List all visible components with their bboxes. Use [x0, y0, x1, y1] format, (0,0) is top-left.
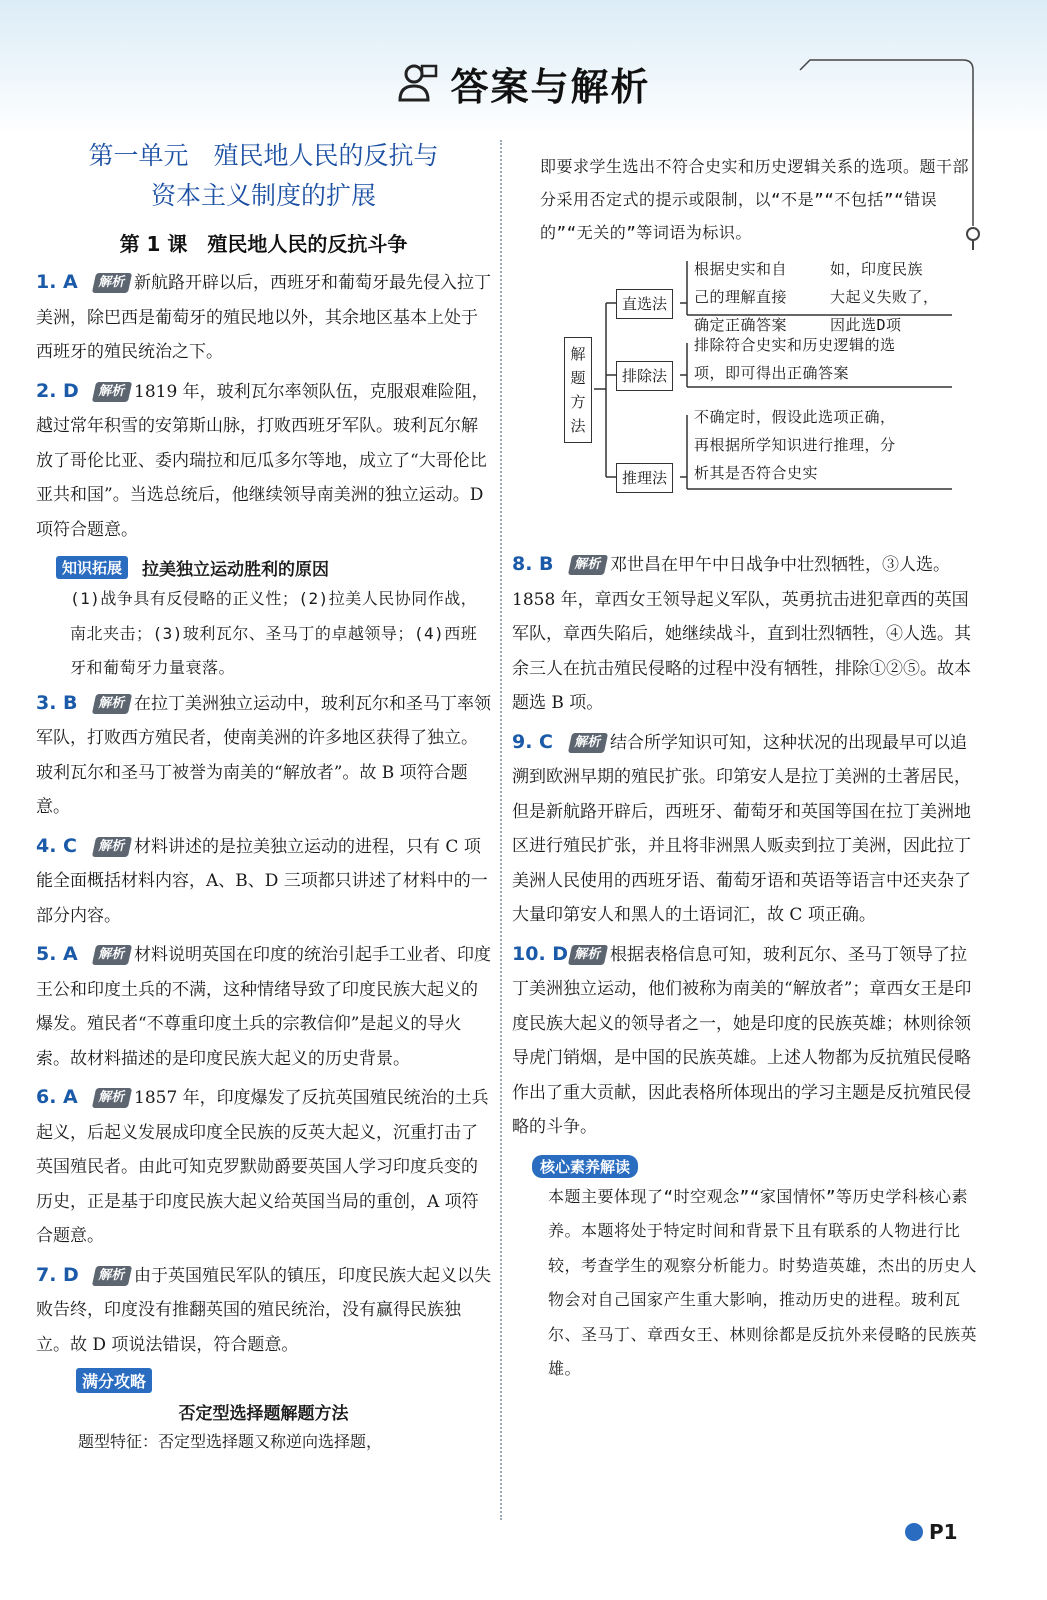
analysis-tag: 解析: [92, 837, 132, 857]
question-3: [36, 686, 491, 825]
method-direct: 直选法: [616, 289, 673, 319]
question-7: [36, 1258, 491, 1363]
analysis-tag: 解析: [568, 945, 608, 965]
tips-header: [76, 1368, 491, 1393]
unit-title: [36, 136, 491, 216]
desc-line: 再根据所学知识进行推理，分: [694, 436, 896, 454]
answer-number: 10. D: [512, 942, 569, 965]
answer-number: 8. B: [512, 553, 554, 575]
desc-line: 因此选D项: [830, 316, 902, 334]
question-1: [36, 265, 491, 370]
answer-explanation: 1819 年，玻利瓦尔率领队伍，克服艰难险阻，越过常年积雪的安第斯山脉，打败西班牙军队。玻利瓦尔解放了哥伦比亚、委内瑞拉和厄瓜多尔等地，成立了“大哥伦比亚共和国”。当选总统后，他继续领导南美洲的独立运动。D 项符合题意。: [36, 381, 489, 540]
answer-number: 2. D: [36, 379, 79, 402]
answer-number: 3. B: [36, 691, 78, 714]
unit-title-line1: 第一单元 殖民地人民的反抗与: [88, 141, 439, 170]
method-exclusion-desc: [694, 331, 896, 387]
method-direct-desc: [694, 255, 787, 339]
answer-explanation: 在拉丁美洲独立运动中，玻利瓦尔和圣马丁率领军队，打败西方殖民者，使南美洲的许多地区获得了独立。玻利瓦尔和圣马丁被誉为南美的“解放者”。故 B 项符合题意。: [36, 693, 492, 817]
answer-number: 7. D: [36, 1263, 79, 1286]
answer-explanation: 由于英国殖民军队的镇压，印度民族大起义以失败告终，印度没有推翻英国的殖民统治，没有赢得民族独立。故 D 项说法错误，符合题意。: [36, 1265, 492, 1355]
answer-number: 9. C: [512, 730, 553, 753]
answer-number: 6. A: [36, 1086, 78, 1108]
method-reasoning-desc: [694, 403, 896, 487]
question-8: [512, 547, 977, 721]
answer-explanation: 根据表格信息可知，玻利瓦尔、圣马丁领导了拉丁美洲独立运动，他们被称为南美的“解放者”；章西女王是印度民族大起义的领导者之一，她是印度的民族英雄；林则徐领导虎门销烟，是中国的民族英雄。上述人物都为反抗殖民侵略作出了重大贡献，因此表格所体现出的学习主题是反抗殖民侵略的斗争。: [512, 944, 972, 1137]
core-literacy-tag: 核心素养解读: [532, 1155, 638, 1178]
reader-icon: [396, 60, 442, 106]
analysis-tag: 解析: [92, 382, 132, 402]
answer-number: 4. C: [36, 834, 77, 857]
answer-explanation: 邓世昌在甲午中日战争中壮烈牺牲，③人选。1858 年，章西女王领导起义军队，英勇抗击进犯章西的英国军队，章西失陷后，她继续战斗，直到壮烈牺牲，④人选。其余三人在抗击殖民侵略的过程中没有牺牲，排除①②⑤。故本题选 B 项。: [512, 555, 971, 713]
knowledge-extension-header: [56, 555, 491, 580]
analysis-tag: 解析: [92, 273, 132, 293]
tips-title: 否定型选择题解题方法: [178, 1404, 349, 1424]
question-6: [36, 1080, 491, 1254]
page-dot-icon: [905, 1523, 923, 1541]
answer-explanation: 材料说明英国在印度的统治引起手工业者、印度王公和印度土兵的不满，这种情绪导致了印度民族大起义的爆发。殖民者“不尊重印度土兵的宗教信仰”是起义的导火索。故材料描述的是印度民族大起义的历史背景。: [36, 945, 492, 1069]
knowledge-title: 拉美独立运动胜利的原因: [142, 560, 330, 580]
page-number-text: P1: [929, 1520, 958, 1544]
desc-line: 确定正确答案: [694, 316, 788, 334]
solution-method-diagram: [512, 255, 977, 527]
analysis-tag: 解析: [92, 945, 132, 965]
desc-line: 项，即可得出正确答案: [694, 364, 850, 382]
knowledge-text: (1)战争具有反侵略的正义性；(2)拉美人民协同作战，南北夹击；(3)玻利瓦尔、圣马丁的卓越领导；(4)西班牙和葡萄牙力量衰落。: [70, 589, 478, 677]
desc-line: 大起义失败了，: [830, 288, 939, 306]
left-column: [36, 130, 491, 1458]
answer-explanation: 新航路开辟以后，西班牙和葡萄牙最先侵入拉丁美洲，除巴西是葡萄牙的殖民地以外，其余地区基本上处于西班牙的殖民统治之下。: [36, 273, 492, 362]
question-9: [512, 725, 977, 933]
tips-text: 题型特征：否定型选择题又称逆向选择题，: [78, 1432, 383, 1451]
desc-line: 根据史实和自: [694, 260, 788, 278]
answer-explanation: 1857 年，印度爆发了反抗英国殖民统治的土兵起义，后起义发展成印度全民族的反英大起义，沉重打击了英国殖民者。由此可知克罗默勋爵要英国人学习印度兵变的历史，正是基于印度民族大起义给英国当局的重创，A 项符合题意。: [36, 1088, 489, 1246]
answer-number: 5. A: [36, 943, 78, 965]
analysis-tag: 解析: [568, 555, 608, 575]
method-exclusion: 排除法: [616, 361, 673, 391]
question-10: [512, 937, 977, 1145]
question-4: [36, 829, 491, 934]
page-title: 答案与解析: [450, 64, 651, 109]
answer-number: 1. A: [36, 271, 78, 293]
right-column: [512, 150, 977, 1387]
unit-title-line2: 资本主义制度的扩展: [150, 181, 376, 210]
question-2: [36, 374, 491, 548]
tips-tag: 满分攻略: [76, 1368, 152, 1393]
question-5: [36, 937, 491, 1076]
method-direct-example: [830, 255, 939, 339]
analysis-tag: 解析: [568, 733, 608, 753]
column-divider: [500, 140, 502, 1520]
desc-line: 如，印度民族: [830, 260, 924, 278]
analysis-tag: 解析: [92, 694, 132, 714]
core-literacy-header: [532, 1155, 977, 1178]
analysis-tag: 解析: [92, 1266, 132, 1286]
lesson-title: 第 1 课 殖民地人民的反抗斗争: [119, 232, 408, 256]
knowledge-tag: 知识拓展: [56, 556, 128, 579]
method-reasoning: 推理法: [616, 463, 673, 493]
core-literacy-text: 本题主要体现了“时空观念”“家国情怀”等历史学科核心素养。本题将处于特定时间和背景下且有联系的人物进行比较，考查学生的观察分析能力。时势造英雄，杰出的历史人物会对自己国家产生重大影响，推动历史的进程。玻利瓦尔、圣马丁、章西女王、林则徐都是反抗外来侵略的民族英雄。: [548, 1186, 978, 1378]
desc-line: 排除符合史实和历史逻辑的选: [694, 336, 896, 354]
desc-line: 析其是否符合史实: [694, 464, 819, 482]
diagram-root: 解题方法: [564, 337, 592, 443]
desc-line: 不确定时，假设此选项正确，: [694, 408, 896, 426]
answer-explanation: 材料讲述的是拉美独立运动的进程，只有 C 项能全面概括材料内容，A、B、D 三项都只讲述了材料中的一部分内容。: [36, 836, 488, 926]
page-number: [905, 1520, 958, 1544]
desc-line: 己的理解直接: [694, 288, 788, 306]
analysis-tag: 解析: [92, 1088, 132, 1108]
answer-explanation: 结合所学知识可知，这种状况的出现最早可以追溯到欧洲早期的殖民扩张。印第安人是拉丁美洲的土著居民，但是新航路开辟后，西班牙、葡萄牙和英国等国在拉丁美洲地区进行殖民扩张，并且将非洲黑人贩卖到拉丁美洲，因此拉丁美洲人民使用的西班牙语、葡萄牙语和英语等语言中还夹杂了大量印第安人和黑人的土语词汇，故 C 项正确。: [512, 732, 971, 925]
tips-text-continued: 即要求学生选出不符合史实和历史逻辑关系的选项。题干部分采用否定式的提示或限制，以“不是”“不包括”“错误的”“无关的”等词语为标识。: [540, 157, 970, 242]
